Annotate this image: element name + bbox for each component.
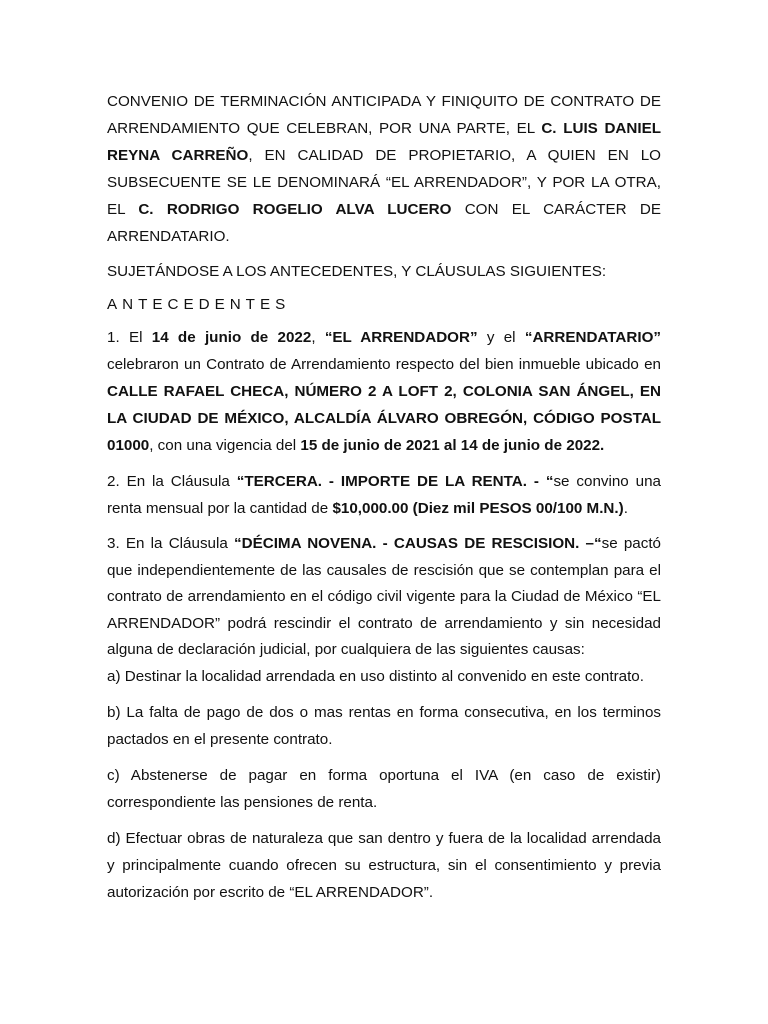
item1-text-3: y el [477, 329, 525, 346]
item1-address: CALLE RAFAEL CHECA, NÚMERO 2 A LOFT 2, COLONIA SAN ÁNGEL, EN LA CIUDAD DE MÉXICO, ALCALDÍA ÁLVARO OBREGÓN, CÓDIGO POSTAL 01000 [107, 383, 661, 454]
tenant-name: C. RODRIGO ROGELIO ALVA LUCERO [138, 201, 452, 218]
item2-text-1: 2. En la Cláusula [107, 473, 237, 490]
item1-arrendatario: “ARRENDATARIO” [524, 329, 661, 346]
item2-text-2: se convino una renta mensual por la cantidad de [107, 473, 661, 517]
intro-text-3: CON EL CARÁCTER DE ARRENDATARIO. [107, 201, 662, 245]
item1-text-1: 1. El [107, 329, 152, 346]
item1-arrendador: “EL ARRENDADOR” [324, 329, 478, 346]
intro-paragraph [107, 88, 661, 250]
item2-text-3: . [623, 500, 628, 517]
antecedentes-heading: ANTECEDENTES [107, 296, 291, 313]
item1-text-5: , con una vigencia del [149, 437, 301, 454]
document-page [107, 88, 661, 914]
item3-text-1: 3. En la Cláusula [107, 535, 235, 552]
cause-a: a) Destinar la localidad arrendada en uso distinto al convenido en este contrato. [107, 667, 644, 685]
cause-d: d) Efectuar obras de naturaleza que san dentro y fuera de la localidad arrendada y principalmente cuando ofrecen su estructura, sin el consentimiento y previa autorización por escrito de “EL ARRENDADOR”. [107, 830, 661, 901]
antecedent-2 [107, 468, 661, 522]
item1-text-2: , [311, 329, 325, 346]
item1-period: 15 de junio de 2021 al 14 de junio de 2022. [300, 437, 605, 454]
item3-clause: “DÉCIMA NOVENA. - CAUSAS DE RESCISION. –“ [234, 535, 602, 552]
item2-clause: “TERCERA. - IMPORTE DE LA RENTA. - “ [236, 473, 554, 490]
antecedent-1 [107, 324, 661, 459]
subject-line: SUJETÁNDOSE A LOS ANTECEDENTES, Y CLÁUSULAS SIGUIENTES: [107, 263, 607, 280]
item1-date: 14 de junio de 2022 [151, 329, 312, 346]
item1-text-4: celebraron un Contrato de Arrendamiento respecto del bien inmueble ubicado en [107, 356, 661, 373]
item3-text-2: se pactó que independientemente de las causales de rescisión que se contemplan para el contrato de arrendamiento en el código civil vigente para la Ciudad de México “EL ARRENDADOR” podrá rescindir el contrato de arrendamiento y sin necesidad alguna de declaración judicial, por cualquiera de las siguientes causas: [107, 535, 662, 658]
antecedent-3 [107, 531, 661, 690]
intro-text-2: , EN CALIDAD DE PROPIETARIO, A QUIEN EN LO SUBSECUENTE SE LE DENOMINARÁ “EL ARRENDADOR”, Y POR LA OTRA, EL [107, 147, 661, 218]
cause-c: c) Abstenerse de pagar en forma oportuna el IVA (en caso de existir) correspondiente las pensiones de renta. [107, 767, 661, 811]
intro-text-1: CONVENIO DE TERMINACIÓN ANTICIPADA Y FINIQUITO DE CONTRATO DE ARRENDAMIENTO QUE CELEBRAN, POR UNA PARTE, EL [107, 93, 661, 137]
cause-b: b) La falta de pago de dos o mas rentas en forma consecutiva, en los terminos pactados en el presente contrato. [107, 704, 661, 748]
owner-name: C. LUIS DANIEL REYNA CARREÑO [107, 120, 661, 164]
item2-amount: $10,000.00 (Diez mil PESOS 00/100 M.N.) [332, 500, 624, 517]
